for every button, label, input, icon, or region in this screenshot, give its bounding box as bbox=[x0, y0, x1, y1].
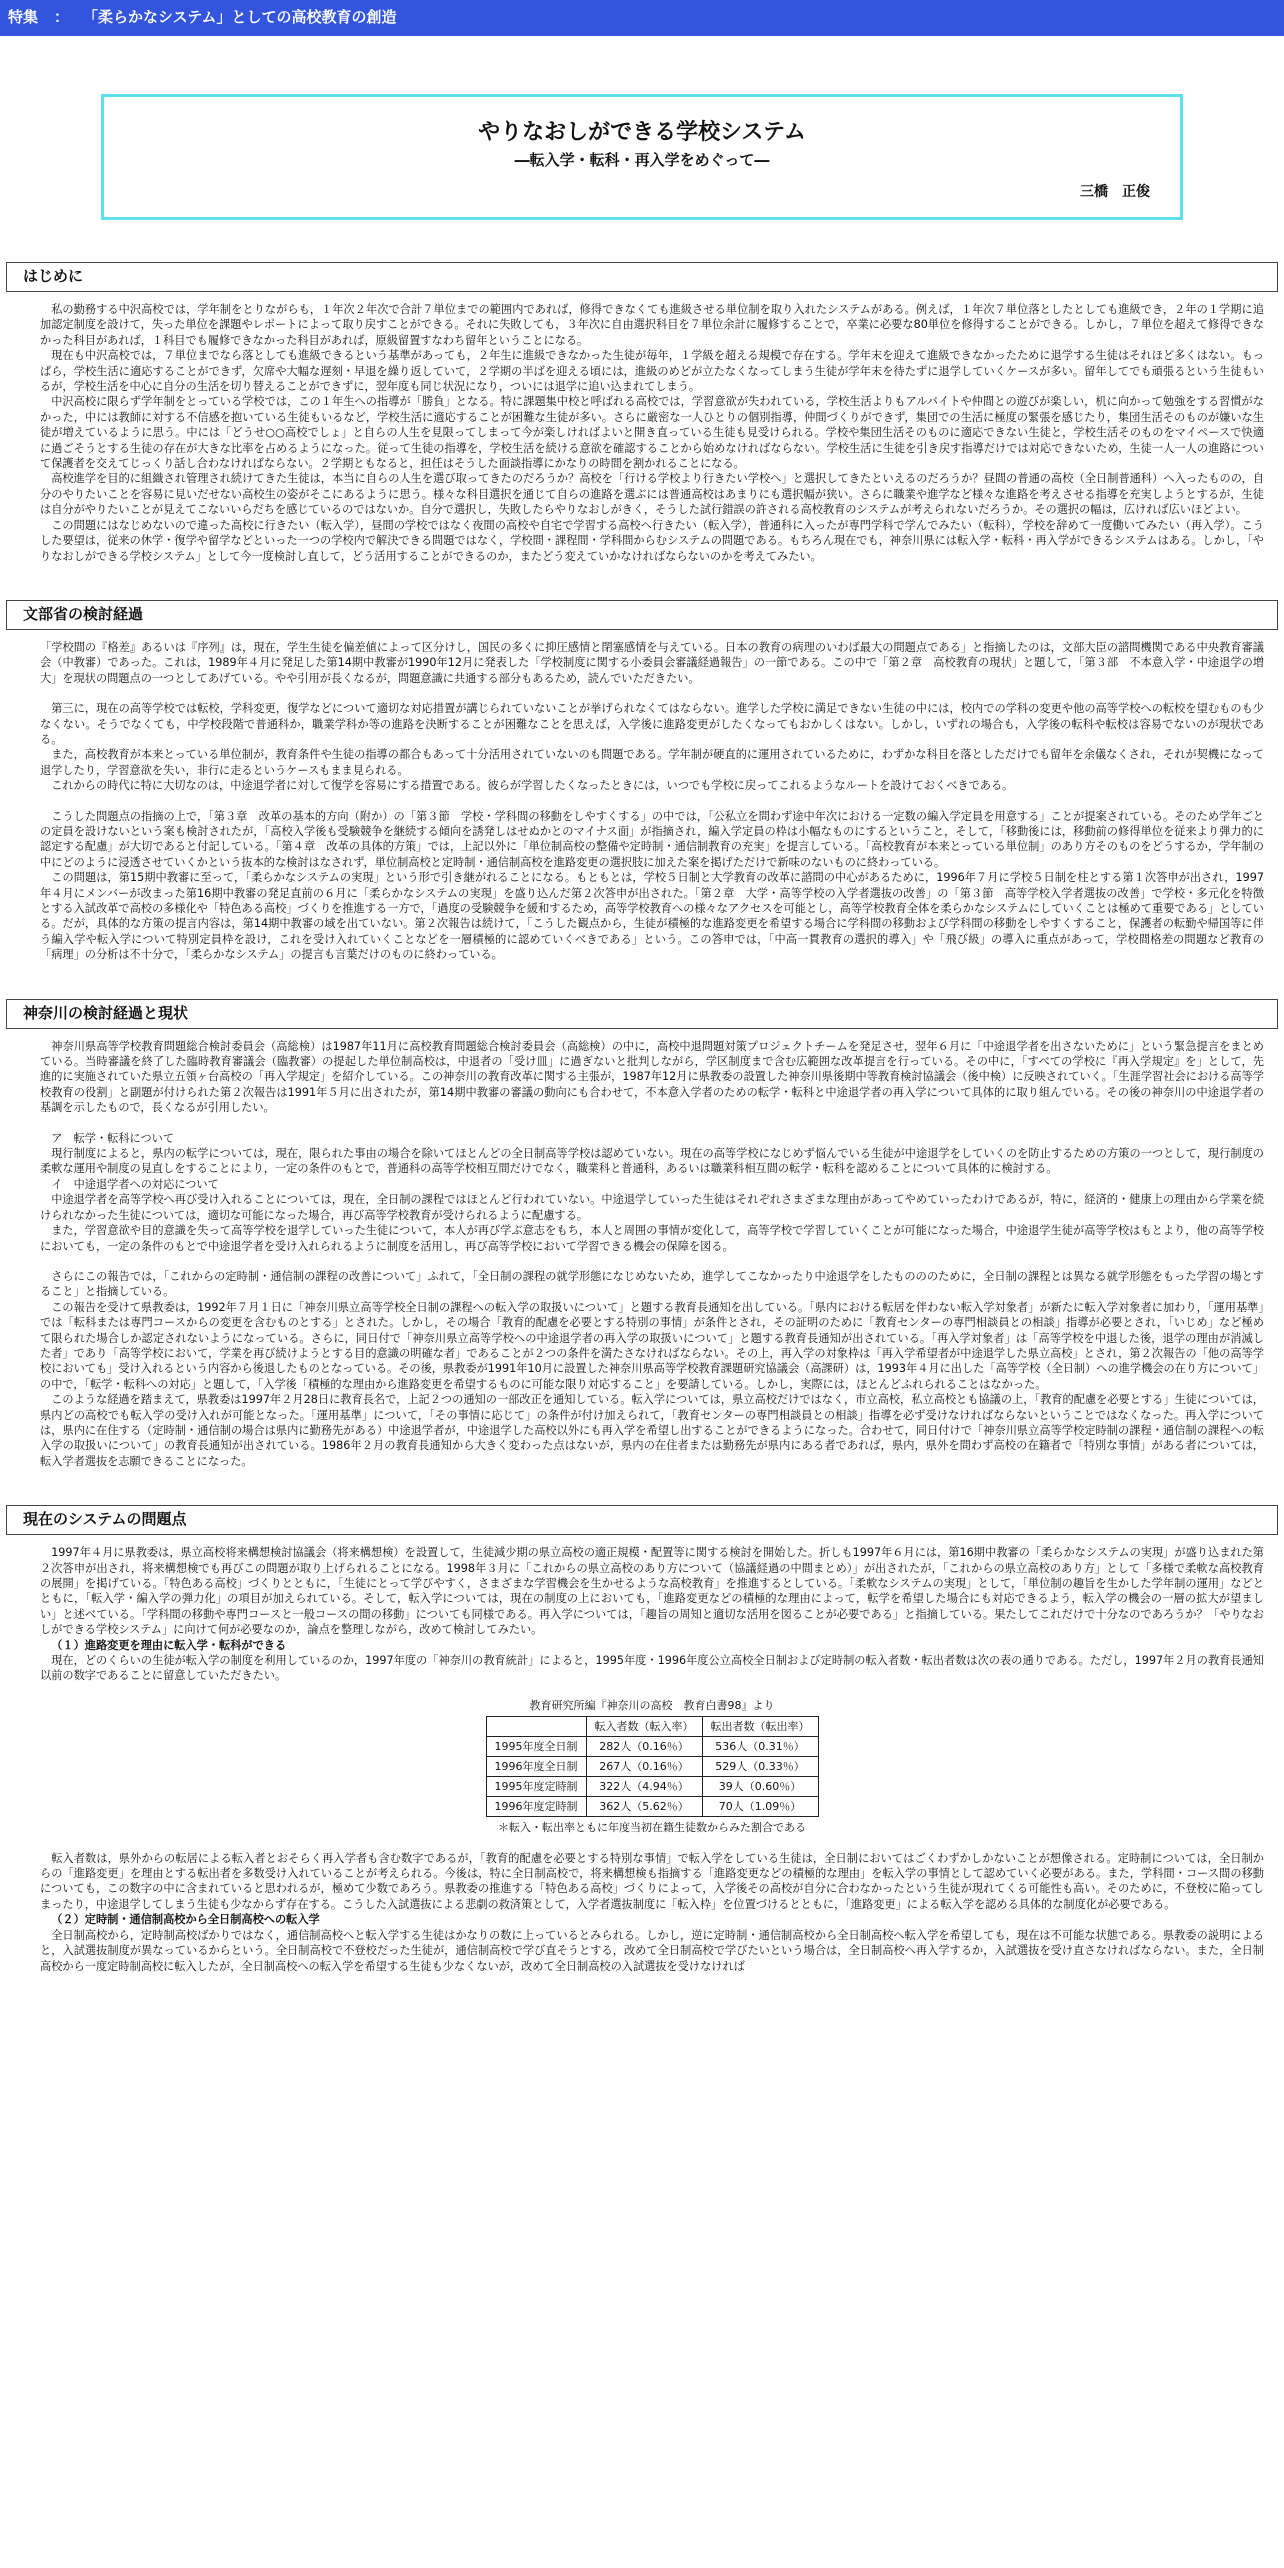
table-cell: 322人（4.94％） bbox=[586, 1777, 702, 1797]
article-title-box bbox=[101, 94, 1183, 220]
transfer-table bbox=[486, 1716, 819, 1817]
subsection-title: （２）定時制・通信制高校から全日制高校への転入学 bbox=[51, 1913, 320, 1927]
section-body bbox=[0, 1535, 1284, 1974]
quote-paragraph: 「学校間の『格差』あるいは『序列』は，現在，学生生徒を偏差値によって区分けし，国民の多くに抑圧感情と閉塞感情を与えている。日本の教育の病理のいわば最大の問題点である」と指摘したのは，文部大臣の諮問機関である中央教育審議会（中教審）であった。これは，1989年４月に発足した第14期中教審が1990年12月に発表した「学校制度に関する小委員会審議経過報告」の一節である。この中で「第２章 高校教育の現状」と題して，「第３部 不本意入学・中途退学の増大」を現状の問題点の一つとしてあげている。やや引用が長くなるが，問題意識に共通する部分もあるため，読んでいただきたい。 bbox=[40, 640, 1264, 685]
section-problems bbox=[0, 1505, 1284, 1974]
paragraph: 転入者数は，県外からの転居による転入者とおそらく再入学者も含む数字であるが，「教育的配慮を必要とする特別な事情」で転入学をしている生徒は，全日制においてはごくわずかしかないことが想像される。定時制については，全日制からの「進路変更」を理由とする転出者を多数受け入れていることが考えられる。今後は，特に全日制高校で，将来構想検も指摘する「進路変更などの積極的な理由」を転入学の事情として認めていく必要がある。また，学科間・コース間の移動についても，この数字の中に含まれていると思われるが，極めて少数であろう。県教委の推進する「特色ある高校」づくりによって，入学後その高校が自分に合わなかったという生徒が現れてくる可能性も高い。そのために，不登校に陥ってしまったり，中途退学してしまう生徒も少なからず存在する。こうした入試選抜による悲劇の救済策として，入学者選抜制度に「転入枠」を位置づけるとともに，「進路変更」による転入学を認める具体的な制度化が必要である。 bbox=[40, 1851, 1264, 1911]
table-cell: 362人（5.62％） bbox=[586, 1797, 702, 1817]
paragraph: また，学習意欲や目的意識を失って高等学校を退学していった生徒について，本人が再び学ぶ意志をもち，本人と周囲の事情が変化して，高等学校で学習していくことが可能になった場合，中途退学生徒が高等学校はもとより，他の高等学校においても，一定の条件のもとで中途退学者を受け入れられるように制度を活用し，再び高等学校において学習できる機会の保障を図る。 bbox=[40, 1224, 1264, 1253]
table-header-cell: 転出者数（転出率） bbox=[702, 1717, 818, 1737]
paragraph: 全日制高校から，定時制高校ばかりではなく，通信制高校へと転入学する生徒はかなりの数に上っているとみられる。しかし，逆に定時制・通信制高校から全日制高校へ転入学を希望しても，現在は不可能な状態である。県教委の説明によると，入試選抜制度が異なっているからという。全日制高校で不登校だった生徒が，通信制高校で学び直そうとする，改めて全日制高校で学びたいという場合は，全日制高校へ再入学するか，入試選抜を受け直さなければならない。また，全日制高校から一度定時制高校に転入したが，全日制高校への転入学を希望する生徒も少なくないが，改めて全日制高校の入試選抜を受けなければ bbox=[40, 1928, 1264, 1973]
table-row bbox=[486, 1797, 818, 1817]
paragraph: 現在も中沢高校では，７単位までなら落としても進級できるという基準があっても，２年生に進級できなかった生徒が毎年，１学級を超える規模で存在する。学年末を迎えて進級できなかったために退学する生徒はそれほど多くはない。もっぱら，学校生活に適応することができず，欠席や大幅な遅刻・早退を繰り返していて，２学期の半ばを迎える頃には，進級のめどが立たなくなってしまう生徒が学年末を待たずに退学していくケースが多い。留年してでも頑張るという生徒もいるが，学校生活を中心に自分の生活を切り替えることができずに，翌年度も同じ状況になり，ついには退学に追い込まれてしまう。 bbox=[40, 349, 1264, 394]
paragraph: 中沢高校に限らず学年制をとっている学校では，この１年生への指導が「勝負」となる。特に課題集中校と呼ばれる高校では，学習意欲が失われている，学校生活よりもアルバイトや仲間との遊びが楽しい，机に向かって勉強をする習慣がなかった，中には教師に対する不信感を抱いている生徒もいるなど，学校生活に適応することが困難な生徒が多い。さらに厳密な一人ひとりの個別指導，仲間づくりができず，集団での生活に極度の緊張を感じたり，集団生活そのものが嫌いな生徒が増えているように思う。中には「どうせ○○高校でしょ」と自らの人生を見限ってしまって今が楽しければよいと開き直っている生徒も見受けられる。学校や集団生活そのものに適応できない生徒と，学校生活そのものをマイペースで快適に過ごそうとする生徒の存在が大きな比率を占めるようになった。従って生徒の指導を，学校生活を続ける意欲を確認することから始めなければならない。学校生活に生徒を引き戻す指導だけでは対応できないため，生徒一人一人の進路について保護者を交えてじっくり話し合わなければならない。２学期ともなると，担任はそうした面談指導にかなりの時間を割かれることになる。 bbox=[40, 395, 1264, 471]
table-header-row bbox=[486, 1717, 818, 1737]
paragraph: このような経過を踏まえて，県教委は1997年２月28日に教育長名で，上記２つの通知の一部改正を通知している。転入学については，県立高校だけではなく，市立高校，私立高校とも協議の上，「教育的配慮を必要とする」生徒については，県内どの高校でも転入学の受け入れが可能となった。「運用基準」について，「その事情に応じて」の条件が付け加えられて，「教育センターの専門相談員との相談」指導を必ず受けなければならないということではなくなった。再入学については，県内に在住する（定時制・通信制の場合は県内に勤務先がある）中途退学者が，中途退学した高校以外にも再入学を希望し出することができるようになった。合わせて，同日付けで「神奈川県立高等学校定時制の課程・通信制の課程への転入学の取扱いについて」の教育長通知が出されている。1986年２月の教育長通知から大きく変わった点はないが，県内の在住者または勤務先が県内にある者であれば，県内，県外を問わず高校の在籍者で「特別な事情」がある者については，転入学者選抜を志願できることになった。 bbox=[40, 1393, 1264, 1468]
paragraph: 私の勤務する中沢高校では，学年制をとりながらも，１年次２年次で合計７単位までの範囲内であれば，修得できなくても進級させる単位制を取り入れたシステムがある。例えば，１年次７単位落としたとしても進級でき，２年の１学期に追加認定制度を設けて，失った単位を課題やレポートによって取り戻すことができる。それに失敗しても，３年次に自由選択科目を７単位余計に履修することで，卒業に必要な80単位を修得することができる。しかし，７単位を超えて修得できなかった科目があれば，１科目でも履修できなかった科目があれば，原級留置すなわち留年ということになる。 bbox=[40, 303, 1264, 347]
quote-paragraph: これからの時代に特に大切なのは，中途退学者に対して復学を容易にする措置である。彼らが学習したくなったときには，いつでも学校に戻ってこれるようなルートを設けておくべきである。 bbox=[51, 779, 1014, 793]
quote-paragraph: 第三に，現在の高等学校では転校，学科変更，復学などについて適切な対応措置が講じられていないことが挙げられなくてはならない。進学した学校に満足できない生徒の中には，校内での学科の変更や他の高等学校への転校を望むものも少なくない。そうでなくても，中学校段階で普通科か，職業学科か等の進路を決断することが困難なことを思えば，入学後に進路変更がしたくなってもおかしくはない。しかし，いずれの場合も，入学後の転科や転校は容易でないのが現状である。 bbox=[40, 702, 1264, 746]
table-caption: 教育研究所編『神奈川の高校 教育白書98』より bbox=[529, 1698, 775, 1712]
table-note: ＊転入・転出率ともに年度当初在籍生徒数からみた割合である bbox=[498, 1821, 806, 1835]
table-cell: 1995年度全日制 bbox=[486, 1737, 586, 1757]
paragraph: 神奈川県高等学校教育問題総合検討委員会（高総検）は1987年11月に高校教育問題総合検討委員会（高総検）の中に，高校中退問題対策プロジェクトチームを発足させ，翌年６月に「中途退学者を出さないために」という緊急提言をまとめている。当時審議を終了した臨時教育審議会（臨教審）の提起した単位制高校は，中退者の「受け皿」に過ぎないと批判しながら，学区制度まで含む広範囲な改革提言を行っている。その中に，「すべての学校に『再入学規定』を」として，先進的に実施されていた県立五領ヶ台高校の「再入学規定」を紹介している。この神奈川の教育改革に関する主張が，1987年12月に県教委の設置した神奈川県後期中等教育検討協議会（後中検）に反映されていく。「生涯学習社会における高等学校教育の役割」と副題が付けられた第２次報告は1991年５月に出されたが，第14期中教審の審議の動向にも合わせて，不本意入学者のための転学・転科と中途退学者の再入学について具体的に取り組んでいる。その後の神奈川の中途退学者の基調を示したもので，長くなるが引用したい。 bbox=[40, 1039, 1264, 1115]
section-heading: 文部省の検討経過 bbox=[6, 600, 1278, 630]
paragraph: 現在，どのくらいの生徒が転入学の制度を利用しているのか，1997年度の「神奈川の教育統計」によると，1995年度・1996年度公立高校全日制および定時制の転入者数・転出者数は次の表の通りである。ただし，1997年２月の教育長通知以前の数字であることに留意していただきたい。 bbox=[40, 1654, 1264, 1683]
paragraph: 中途退学者を高等学校へ再び受け入れることについては，現在，全日制の課程ではほとんど行われていない。中途退学していった生徒はそれぞれさまざまな理由があってやめていったわけであるが，特に，経済的・健康上の理由から学業を続けられなかった生徒については，適切な可能になった場合，再び高等学校教育が受けられるように配慮する。 bbox=[40, 1193, 1264, 1222]
paragraph: この問題は，第15期中教審に至って，「柔らかなシステムの実現」という形で引き継がれることになる。もともとは，学校５日制と大学教育の改革に諮問の中心があるために，1996年７月に学校５日制を柱とする第１次答申が出され，1997年４月にメンバーが改まった第16期中教審の発足直前の６月に「柔らかなシステムの実現」を盛り込んだ第２次答申が出された。「第２章 大学・高等学校の入学者選抜の改善」の「第３節 高等学校入学者選抜の改善」で学校・多元化を特徴とする入試改革で高校の多様化や「特色ある高校」づくりを推進する一方で，「過度の受験競争を緩和するため，高等学校教育への様々なアクセスを可能とし，高等学校教育全体を柔らかなシステムにしていくことは極めて重要である」としている。だが，具体的な方策の提言内容は，第14期中教審の域を出ていない。第２次報告は続けて，「こうした観点から，生徒が積極的な進路変更を希望する場合に学科間の移動および学科間の移動をしやすくすること，保護者の転勤や帰国等に伴う編入学や転入学について特別定員枠を設け，これを受け入れていくことなどを一層積極的に認めていくべきである」という。この答申では，「中高一貫教育の選択的導入」や「飛び級」の導入に重点があって，学校間格差の問題など教育の「病理」の分析は不十分で，「柔らかなシステム」の提言も言葉だけのものに終わっている。 bbox=[40, 871, 1264, 962]
table-row bbox=[486, 1757, 818, 1777]
feature-colon: ： bbox=[54, 8, 70, 27]
paragraph: 1997年４月に県教委は，県立高校将来構想検討協議会（将来構想検）を設置して，生徒減少期の県立高校の適正規模・配置等に関する検討を開始した。折しも1997年６月には，第16期中教審の「柔らかなシステムの実現」が盛り込まれた第２次答申が出され，将来構想検でも再びこの問題が取り上げられることになる。1998年３月に「これからの県立高校のあり方について（協議経過の中間まとめ）」が出されたが，「これからの県立高校のあり方」として「多様で柔軟な高校教育の展開」を掲げている。「特色ある高校」づくりとともに，「生徒にとって学びやすく，さまざまな学習機会を生かせるような高校教育」を推進するとしている。「柔軟なシステムの実現」として，「単位制の趣旨を生かした学年制の運用」などとともに，「転入学・編入学の弾力化」の項目が加えられている。そして，転入学については，現在の制度の上においても，「進路変更などの積極的な理由によって，転学を希望した場合にも対応できるよう，転入学の機会の一層の拡大が望ましい」と述べている。「学科間の移動や専門コースと一般コースの間の移動」についても同様である。再入学については，「趣旨の周知と適切な活用を図ることが必要である」と指摘している。果たしてこれだけで十分なのであろうか？「やりなおしができる学校システム」に向けて何が必要なのか，論点を整理しながら，改めて検討してみたい。 bbox=[40, 1546, 1264, 1637]
table-cell: 1996年度定時制 bbox=[486, 1797, 586, 1817]
section-monbusho bbox=[0, 600, 1284, 963]
table-cell: 1995年度定時制 bbox=[486, 1777, 586, 1797]
paragraph: さらにこの報告では，「これからの定時制・通信制の課程の改善について」ふれて，「全日制の課程の就学形態になじめないため，進学してこなかったり中途退学をしたものののために，全日制の課程とは異なる就学形態をもった学習の場とすること」と指摘している。 bbox=[40, 1269, 1264, 1299]
quote-paragraph: また，高校教育が本来とっている単位制が，教育条件や生徒の指導の都合もあって十分活用されていないのも問題である。学年制が硬直的に運用されているために，わずかな科目を落としただけでも留年を余儀なくされ，それが契機になって退学したり，学習意欲を失い，非行に走るというケースもまま見られる。 bbox=[40, 748, 1264, 777]
section-kanagawa bbox=[0, 999, 1284, 1470]
paragraph: 現行制度によると，県内の転学については，現在，限られた事由の場合を除いてほとんどの全日制高等学校は認めていない。現在の高等学校になじめず悩んでいる生徒が中途退学をしていくのを防止するための方策の一つとして，現行制度の柔軟な運用や制度の見直しをすることにより，一定の条件のもとで，普通科の高等学校相互間だけでなく，職業科と普通科，あるいは職業科相互間の転学・転科を認めることについて具体的に検討する。 bbox=[40, 1147, 1264, 1176]
paragraph: この報告を受けて県教委は，1992年７月１日に「神奈川県立高等学校全日制の課程への転入学の取扱いについて」と題する教育長通知を出している。「県内における転居を伴わない転入学対象者」が新たに転入学対象者に加わり，「運用基準」では「転科または専門コースからの変更を含むものとする」とされた。しかし，その場合「教育的配慮を必要とする特別の事情」が条件とされ，その証明のために「教育センターの専門相談員との相談」指導が必要とされ，「いじめ」など極めて限られた場合しか認定されないようになっている。さらに，同日付で「神奈川県立高等学校への中途退学者の再入学の取扱いについて」と題する教育長通知が出されている。「再入学対象者」は「高等学校を中退した後，退学の理由が消滅した者」であり「高等学校において，学業を再び続けようとする目的意識の明確な者」であることが２つの条件を満たさなければならない。その上，再入学の対象枠は「再入学希望者が中途退学した県立高校」とされ，第２次報告の「他の高等学校においても」受け入れるという内容から後退したものとなっている。その後，県教委が1991年10月に設置した神奈川県高等学校教育課題研究協議会（高課研）は，1993年４月に出した「高等学校（全日制）への進学機会の在り方について」の中で，「転学・転科への対応」と題して，「入学後「積極的な理由から進路変更を希望するものに可能な限り対応すること」を要請している。しかし，実際には，ほとんどふれられることはなかった。 bbox=[40, 1300, 1264, 1391]
article-subtitle: ―転入学・転科・再入学をめぐって― bbox=[514, 151, 770, 169]
transfer-table-block bbox=[40, 1698, 1264, 1836]
section-heading: はじめに bbox=[6, 262, 1278, 292]
section-heading: 現在のシステムの問題点 bbox=[6, 1505, 1278, 1535]
section-heading: 神奈川の検討経過と現状 bbox=[6, 999, 1278, 1029]
paragraph-heading: イ 中途退学者への対応について bbox=[51, 1177, 219, 1191]
paragraph: この問題にはなじめないので違った高校に行きたい（転入学），昼間の学校ではなく夜間の高校や自宅で学習する高校へ行きたい（転入学），普通科に入ったが専門学科で学んでみたい（転科），学校を辞めて一度働いてみたい（再入学）。こうした要望は，従来の休学・復学や留学などといった一つの学校内で解決できる問題ではなく，学校間・課程間・学科間からむシステムの問題である。もちろん現在でも，神奈川県には転入学・転科・再入学ができるシステムはある。しかし，「やりなおしができる学校システム」として今一度検討し直して，どう活用することができるのか，またどう変えていかなければならないのかを考えてみたい。 bbox=[40, 518, 1264, 563]
table-cell: 529人（0.33％） bbox=[702, 1757, 818, 1777]
paragraph-heading: ア 転学・転科について bbox=[51, 1131, 175, 1145]
feature-header-bar bbox=[0, 0, 1284, 36]
section-body bbox=[0, 630, 1284, 963]
table-row bbox=[486, 1777, 818, 1797]
table-header-cell: 転入者数（転入率） bbox=[586, 1717, 702, 1737]
article-title: やりなおしができる学校システム bbox=[478, 120, 806, 145]
paragraph: こうした問題点の指摘の上で，「第３章 改革の基本的方向（附か）の「第３節 学校・学科間の移動をしやすくする」の中では，「公私立を問わず途中年次における一定数の編入学定員を用意する」ことが提案されている。そのため学年ごとの定員を設けないという案も検討されたが，「高校入学後も受験競争を継続する傾向を誘発しはせぬかとのマイナス面」が指摘され，編入学定員の枠は小幅なものにするということ，そして，「移動後には，移動前の修得単位を従来より弾力的に認定する配慮」が大切であると付記している。「第４章 改革の具体的方策」では，上記以外に「単位制高校の整備や定時制・通信制教育の充実」を提言している。「高校教育が本来とっている単位制」のあり方そのものをどうするか，学年制の中にどのように浸透させていくかという抜本的な検討はなされず，単位制高校と定時制・通信制高校を進路変更の選択肢に加えた案を掲げただけで新味のないものに終わっている。 bbox=[40, 809, 1264, 869]
article-author: 三橋 正俊 bbox=[1080, 184, 1150, 200]
table-cell: 70人（1.09％） bbox=[702, 1797, 818, 1817]
table-row bbox=[486, 1737, 818, 1757]
table-cell: 282人（0.16％） bbox=[586, 1737, 702, 1757]
feature-title: 「柔らかなシステム」としての高校教育の創造 bbox=[83, 8, 397, 27]
paragraph: 高校進学を目的に組織され管理され続けてきた生徒は，本当に自らの人生を選び取ってきたのだろうか？高校を「行ける学校より行きたい学校へ」と選択してきたといえるのだろうか？昼間の普通の高校（全日制普通科）へ入ったものの，自分のやりたいことを容易に見いだせない高校生の姿がそこにあるように思う。様々な科目選択を通じて自らの進路を選ぶには普通高校はあまりにも選択幅が狭い。さらに職業や進学など様々な進路を考えさせる指導を充実しようとするが，生徒は自分がやりたいことが見えてこないいらだちを感じているのではないか。自分で選択し，失敗したらやりなおしがきく，そうした試行錯誤の許される高校教育のシステムが考えられないだろうか。その選択の幅は，広ければ広いほどよい。 bbox=[40, 472, 1264, 517]
feature-label: 特集 bbox=[8, 8, 39, 27]
table-cell: 267人（0.16％） bbox=[586, 1757, 702, 1777]
table-cell: 536人（0.31％） bbox=[702, 1737, 818, 1757]
table-cell: 39人（0.60％） bbox=[702, 1777, 818, 1797]
section-body bbox=[0, 1029, 1284, 1470]
table-cell: 1996年度全日制 bbox=[486, 1757, 586, 1777]
table-header-cell bbox=[486, 1717, 586, 1737]
section-introduction bbox=[0, 262, 1284, 564]
subsection-title: （１）進路変更を理由に転入学・転科ができる bbox=[51, 1638, 287, 1652]
section-body bbox=[0, 292, 1284, 564]
